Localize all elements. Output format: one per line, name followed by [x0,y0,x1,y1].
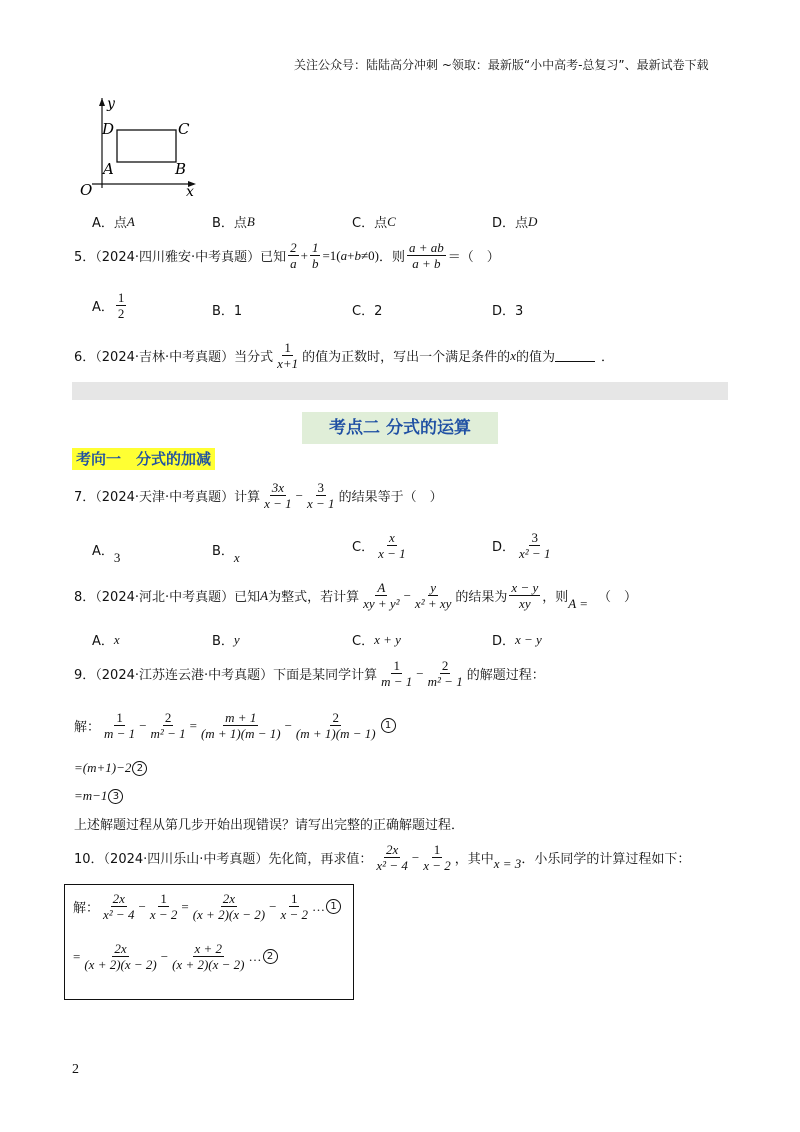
section-title: 考点二 分式的运算 [302,412,498,444]
q4-option-c[interactable]: C．点 C [352,213,396,231]
subsection-title: 考向一 分式的加减 [72,448,215,470]
q7-option-b[interactable]: B． x [212,544,240,565]
label-c: C [178,120,190,138]
q10-solution-step2: = $\frac{2x}{(x + 2)(x - 2)}$ − $\frac{x + 2}{(x + 2)(x - 2)}$ … 2 [73,941,278,972]
q8-stem: 8．（2024·河北·中考真题）已知 A 为整式，若计算 $\frac{A}{\text{xy + y²}}$ − $\frac{y}{\text{x² + xy}}$ 的结果为 $\frac{x - y}{xy}$ ，则 A = （ ） [74,580,637,611]
q4-option-b[interactable]: B．点 B [212,213,255,231]
q8-option-a[interactable]: A． x [92,631,120,649]
q7-stem: 7．（2024·天津·中考真题）计算 $\frac{3x}{x - 1}$ − $\frac{3}{x - 1}$ 的结果等于（ ） [74,480,443,511]
coordinate-figure [72,96,202,200]
q7-option-d[interactable]: D． $\frac{3}{\text{x² − 1}}$ [492,530,551,561]
q6-stem: 6．（2024·吉林·中考真题）当分式 $\frac{1}{x+1}$ 的值为正数时，写出一个满足条件的 x 的值为 ． [74,340,614,371]
label-o: O [80,181,93,199]
q4-option-a[interactable]: A．点 A [92,213,135,231]
q5-option-a[interactable]: A． $\frac{1}{2}$ [92,290,125,321]
q8-option-c[interactable]: C． x + y [352,631,401,649]
q10-solution-box [64,884,354,1000]
q10-solution-step1: 解： $\frac{2x}{\text{x² − 4}}$ − $\frac{1}{x - 2}$ = $\frac{2x}{(x + 2)(x - 2)}$ − $\frac{1}{x - 2}$ … 1 [73,891,341,922]
page-number: 2 [72,1062,79,1077]
q6-answer-blank[interactable] [555,349,595,362]
q7-option-a[interactable]: A． 3 [92,544,121,565]
label-d: D [102,120,115,138]
q5-stem: 5．（2024·四川雅安·中考真题）已知 $\frac{2}{a}$ + $\frac{1}{b}$ =1( a + b ≠0) ．则 $\frac{a + ab}{a + b}$ ＝（ ） [74,240,500,271]
label-a: A [103,160,114,178]
q4-option-d[interactable]: D．点 D [492,213,538,231]
q5-option-d[interactable]: D．3 [492,304,524,319]
q7-option-c[interactable]: C． $\frac{x}{x - 1}$ [352,530,406,561]
q9-solution-step3: =m−1 3 [74,788,123,804]
page-header: 关注公众号：陆陆高分冲刺 ~领取：最新版“小中高考-总复习”、最新试卷下载 [294,58,709,72]
q8-option-b[interactable]: B． y [212,631,240,649]
q5-option-c[interactable]: C．2 [352,304,383,319]
label-b: B [175,160,187,178]
q10-stem: 10．（2024·四川乐山·中考真题）先化简，再求值： $\frac{2x}{\text{x² − 4}}$ − $\frac{1}{x - 2}$ ，其中 x = 3 ．小乐同学的计算过程如下： [74,842,691,873]
q9-question: 上述解题过程从第几步开始出现错误？请写出完整的正确解题过程． [74,818,465,833]
label-y: y [107,96,115,112]
q5-option-b[interactable]: B．1 [212,304,243,319]
rectangle-abcd [117,130,176,162]
label-x: x [186,184,194,200]
q8-option-d[interactable]: D． x − y [492,631,542,649]
y-axis-arrow [99,98,105,106]
q9-solution-step2: =(m+1)−2 2 [74,760,147,776]
section-divider [72,382,728,400]
q9-stem: 9．（2024·江苏连云港·中考真题）下面是某同学计算 $\frac{1}{m - 1}$ − $\frac{2}{\text{m² − 1}}$ 的解题过程： [74,658,545,689]
q9-solution-step1: 解： $\frac{1}{m - 1}$ − $\frac{2}{\text{m² − 1}}$ = $\frac{m + 1}{(m + 1)(m - 1)}$ − $\frac{2}{(m + 1)(m - 1)}$ 1 [74,710,396,741]
